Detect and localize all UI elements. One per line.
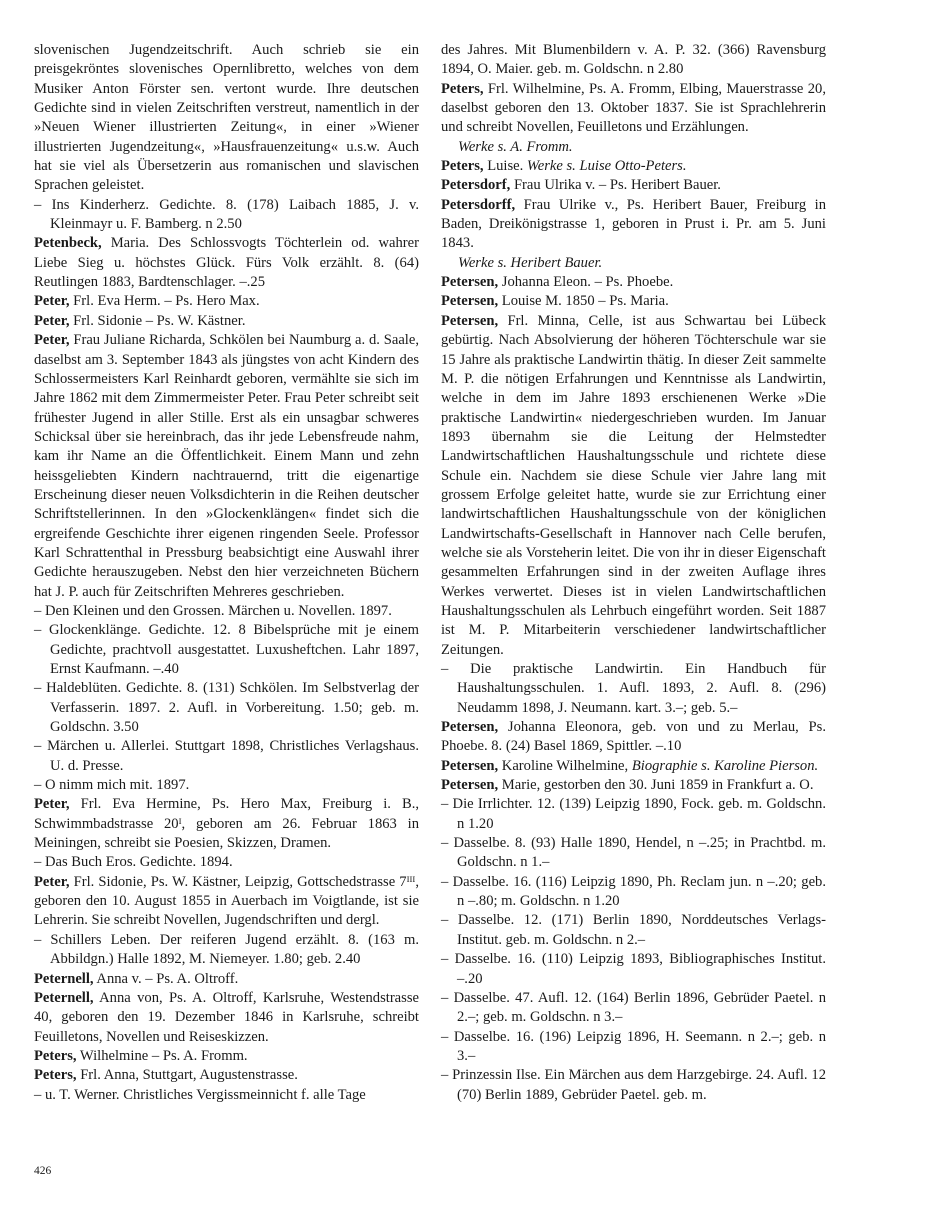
entry-headword: Petersdorf, bbox=[441, 177, 511, 194]
entry-headword: Petersen, bbox=[441, 312, 499, 329]
work-listing: – Schillers Leben. Der reiferen Jugend erzählt. 8. (163 m. Abbildgn.) Halle 1892, M. Niemeyer. 1.80; geb. 2.40 bbox=[34, 931, 419, 968]
entry-headword: Peter, bbox=[34, 312, 70, 329]
entry-headword: Petersen, bbox=[441, 293, 499, 310]
work-listing: – Die Irrlichter. 12. (139) Leipzig 1890, Fock. geb. m. Goldschn. n 1.20 bbox=[441, 796, 826, 832]
entry-text: Marie, gestorben den 30. Juni 1859 in Frankfurt a. O. bbox=[498, 777, 814, 794]
text-continuation: des Jahres. Mit Blumenbildern v. A. P. 32. (366) Ravensburg 1894, O. Maier. geb. m. Goldschn. n 2.80 bbox=[441, 42, 826, 78]
author-entry bbox=[441, 292, 826, 311]
work-listing: – Ins Kinderherz. Gedichte. 8. (178) Laibach 1885, J. v. Kleinmayr u. F. Bamberg. n 2.50 bbox=[34, 196, 419, 233]
author-entry bbox=[34, 1047, 419, 1066]
entry-headword: Petersen, bbox=[441, 719, 499, 736]
work-listing: – Dasselbe. 12. (171) Berlin 1890, Norddeutsches Verlags-Institut. geb. m. Goldschn. n 2.– bbox=[441, 912, 826, 948]
entry-headword: Peter, bbox=[34, 873, 70, 890]
entry-text: Johanna Eleonora, geb. von und zu Merlau, Ps. Phoebe. 8. (24) Basel 1869, Spittler. –.10 bbox=[441, 719, 826, 755]
entry-headword: Petersen, bbox=[441, 274, 499, 291]
entry-text: Anna v. – Ps. A. Oltroff. bbox=[93, 970, 239, 987]
author-entry bbox=[441, 718, 826, 757]
text-continuation: slovenischen Jugendzeitschrift. Auch schrieb sie ein preisgekröntes slovenisches Opernlibretto, welches von dem Musiker Anton Förster sen. vertont wurde. Ihre deutschen Gedichte sind in vielen Zeitschriften verstreut, namentlich in der »Neuen Wiener illustrierten Zeitung«, in einer »Wiener illustrierten Jugendzeitung«, »Hausfrauenzeitung« u.s.w. Auch hat sie viel als Übersetzerin aus romanischen und slavischen Sprachen geleistet. bbox=[34, 42, 419, 194]
entry-text: Maria. Des Schlossvogts Töchterlein od. wahrer Liebe Sieg u. höchstes Glück. Fürs Volk erzählt. 8. (64) Reutlingen 1883, Bardtenschlager. –.25 bbox=[34, 235, 419, 291]
work-listing: – Den Kleinen und den Grossen. Märchen u. Novellen. 1897. bbox=[34, 602, 392, 619]
author-entry bbox=[441, 273, 826, 292]
author-entry bbox=[441, 196, 826, 254]
entry-text: Luise. bbox=[483, 158, 527, 175]
author-entry bbox=[34, 989, 419, 1047]
entry-headword: Petersen, bbox=[441, 757, 499, 774]
author-entry bbox=[441, 176, 826, 195]
work-listing: – Dasselbe. 47. Aufl. 12. (164) Berlin 1896, Gebrüder Paetel. n 2.–; geb. m. Goldschn. n 3.– bbox=[441, 989, 826, 1026]
entry-headword: Peter, bbox=[34, 332, 70, 349]
entry-text: Frau Juliane Richarda, Schkölen bei Naumburg a. d. Saale, daselbst am 3. September 1843 als jüngstes von acht Kindern des Schlossermeisters Karl Reinhardt geboren, vermählte sie sich im Jahre 1862 mit dem Zimmermeister Peter. Frau Peter schreibt seit frühester Jugend in aller Stille. Erst als ein unsagbar schweres Schicksal über sie hereinbrach, das ihr jede Lebensfreude nahm, kam ihr Name an die Öffentlichkeit. Einem Mann und zehn heissgeliebten Kindern nachtrauernd, tritt die eigenartige Erscheinung dieser neuen Volksdichterin in die Reihen deutscher Schriftstellerinnen. In den »Glockenklängen« findet sich die ergreifende Geschichte ihrer eigenen ringenden Seele. Professor Karl Schrattenthal in Pressburg beabsichtigt eine Auswahl ihrer Gedichte herauszugeben. Nebst den hier verzeichneten Büchern hat J. P. auch für Zeitschriften Mehreres geschrieben. bbox=[34, 332, 419, 600]
entry-headword: Petenbeck, bbox=[34, 235, 102, 252]
author-entry bbox=[34, 234, 419, 292]
entry-text: Wilhelmine – Ps. A. Fromm. bbox=[76, 1047, 248, 1064]
entry-headword: Peters, bbox=[34, 1047, 77, 1064]
entry-text: Johanna Eleon. – Ps. Phoebe. bbox=[498, 274, 674, 291]
author-entry bbox=[441, 157, 826, 176]
work-listing: – Dasselbe. 16. (196) Leipzig 1896, H. Seemann. n 2.–; geb. n 3.– bbox=[441, 1028, 826, 1064]
author-entry bbox=[34, 312, 419, 331]
author-entry bbox=[441, 757, 826, 776]
entry-text: Frau Ulrike v., Ps. Heribert Bauer, Freiburg in Baden, Dreikönigstrasse 1, geboren in Prust i. Pr. am 5. Juni 1843. bbox=[441, 196, 826, 252]
work-listing: – Dasselbe. 8. (93) Halle 1890, Hendel, n –.25; in Prachtbd. m. Goldschn. n 1.– bbox=[441, 835, 826, 871]
work-listing: – Dasselbe. 16. (116) Leipzig 1890, Ph. Reclam jun. n –.20; geb. n –.80; m. Goldschn. n 1.20 bbox=[441, 873, 826, 910]
author-entry bbox=[34, 331, 419, 602]
entry-text: Karoline Wilhelmine, bbox=[498, 757, 632, 774]
entry-text: Frl. Anna, Stuttgart, Augustenstrasse. bbox=[76, 1067, 298, 1084]
entry-headword: Peter, bbox=[34, 293, 70, 310]
entry-headword: Peters, bbox=[34, 1067, 77, 1084]
author-entry bbox=[441, 80, 826, 138]
work-listing: – O nimm mich mit. 1897. bbox=[34, 777, 190, 794]
work-listing: – Glockenklänge. Gedichte. 12. 8 Bibelsprüche mit je einem Gedichte, prachtvoll ausgestattet. Luxusheftchen. Lahr 1897, Ernst Kaufmann. –.40 bbox=[34, 622, 419, 677]
entry-headword: Peter, bbox=[34, 796, 70, 813]
work-listing: – Die praktische Landwirtin. Ein Handbuch für Haushaltungsschulen. 1. Aufl. 1893, 2. Aufl. 8. (296) Neudamm 1898, J. Neumann. kart. 3.–; geb. 5.– bbox=[441, 661, 826, 716]
entry-headword: Petersen, bbox=[441, 777, 499, 794]
entry-headword: Peters, bbox=[441, 80, 484, 97]
entry-text: Louise M. 1850 – Ps. Maria. bbox=[498, 293, 669, 310]
entry-text: Frau Ulrika v. – Ps. Heribert Bauer. bbox=[510, 177, 721, 194]
author-entry bbox=[441, 776, 826, 795]
entry-reference: Werke s. Luise Otto-Peters. bbox=[526, 158, 687, 175]
author-entry bbox=[441, 312, 826, 660]
entry-headword: Peternell, bbox=[34, 970, 94, 987]
entry-text: Frl. Sidonie – Ps. W. Kästner. bbox=[69, 312, 246, 329]
author-entry bbox=[34, 970, 419, 989]
right-column bbox=[441, 41, 826, 1105]
page-number: 426 bbox=[34, 1165, 52, 1177]
left-column bbox=[34, 41, 419, 1105]
entry-reference: Biographie s. Karoline Pierson. bbox=[631, 757, 819, 774]
work-listing: – u. T. Werner. Christliches Vergissmeinnicht f. alle Tage bbox=[34, 1086, 366, 1103]
cross-reference: Werke s. Heribert Bauer. bbox=[458, 254, 603, 271]
work-listing: – Märchen u. Allerlei. Stuttgart 1898, Christliches Verlagshaus. U. d. Presse. bbox=[34, 738, 419, 774]
author-entry bbox=[34, 1066, 419, 1085]
entry-text: Anna von, Ps. A. Oltroff, Karlsruhe, Westendstrasse 40, geboren den 19. Dezember 1846 in Karlsruhe, schreibt Feuilletons, Novellen und Reiseskizzen. bbox=[34, 989, 419, 1045]
entry-text: Frl. Eva Hermine, Ps. Hero Max, Freiburg i. B., Schwimmbadstrasse 20ᴵ, geboren am 26. Februar 1863 in Meiningen, schreibt sie Poesien, Skizzen, Dramen. bbox=[34, 796, 419, 852]
author-entry bbox=[34, 292, 419, 311]
entry-text: Frl. Minna, Celle, ist aus Schwartau bei Lübeck gebürtig. Nach Absolvierung der höheren Töchterschule war sie 15 Jahre als praktische Landwirtin thätig. In dieser Zeit sammelte M. P. die nötigen Erfahrungen und Kenntnisse als Landwirtin, welche in dem im Jahre 1893 erschienenen Werke »Die praktische Landwirtin« niedergeschrieben wurden. Im Januar 1893 übernahm sie die Leitung der Helmstedter Landwirtschaftlichen Haushaltungsschule und richtete diese Schule ein. Nachdem sie diese Schule vier Jahre lang mit grossem Erfolge geleitet hatte, wurde sie zur Errichtung einer landwirtschaftlichen Haushaltungsschule von der königlichen Landwirtschafts-Gesellschaft in Hannover nach Celle berufen, welche sie als Vorsteherin leitet. Die von ihr in dieser Eigenschaft gesammelten Erfahrungen sind in der zweiten Auflage ihres Werkes verwertet. Dieses ist in vielen Landwirtschaftlichen Haushaltungsschulen als Lehrbuch eingeführt worden. Seit 1887 ist M. P. Mitarbeiterin verschiedener landwirtschaftlicher Zeitungen. bbox=[441, 312, 826, 658]
author-entry bbox=[34, 795, 419, 853]
work-listing: – Prinzessin Ilse. Ein Märchen aus dem Harzgebirge. 24. Aufl. 12 (70) Berlin 1889, Gebrüder Paetel. geb. m. bbox=[441, 1067, 826, 1103]
entry-text: Frl. Wilhelmine, Ps. A. Fromm, Elbing, Mauerstrasse 20, daselbst geboren den 13. Oktober 1837. Sie ist Sprachlehrerin und schreibt Novellen, Feuilletons und Erzählungen. bbox=[441, 80, 826, 136]
entry-headword: Petersdorff, bbox=[441, 196, 516, 213]
entry-headword: Peters, bbox=[441, 158, 484, 175]
work-listing: – Dasselbe. 16. (110) Leipzig 1893, Bibliographisches Institut. –.20 bbox=[441, 951, 826, 987]
entry-headword: Peternell, bbox=[34, 989, 94, 1006]
entry-text: Frl. Eva Herm. – Ps. Hero Max. bbox=[69, 293, 260, 310]
cross-reference: Werke s. A. Fromm. bbox=[458, 138, 573, 155]
work-listing: – Haldeblüten. Gedichte. 8. (131) Schkölen. Im Selbstverlag der Verfasserin. 1897. 2. Aufl. in Vorbereitung. 1.50; geb. m. Goldschn. 3.50 bbox=[34, 680, 419, 736]
entry-text: Frl. Sidonie, Ps. W. Kästner, Leipzig, Gottschedstrasse 7ᴵᴵᴵ, geboren den 10. August 1855 in Auerbach im Voigtlande, ist sie Lehrerin. Sie schreibt Novellen, Jugendschriften und dergl. bbox=[34, 873, 419, 929]
author-entry bbox=[34, 873, 419, 931]
work-listing: – Das Buch Eros. Gedichte. 1894. bbox=[34, 854, 233, 871]
